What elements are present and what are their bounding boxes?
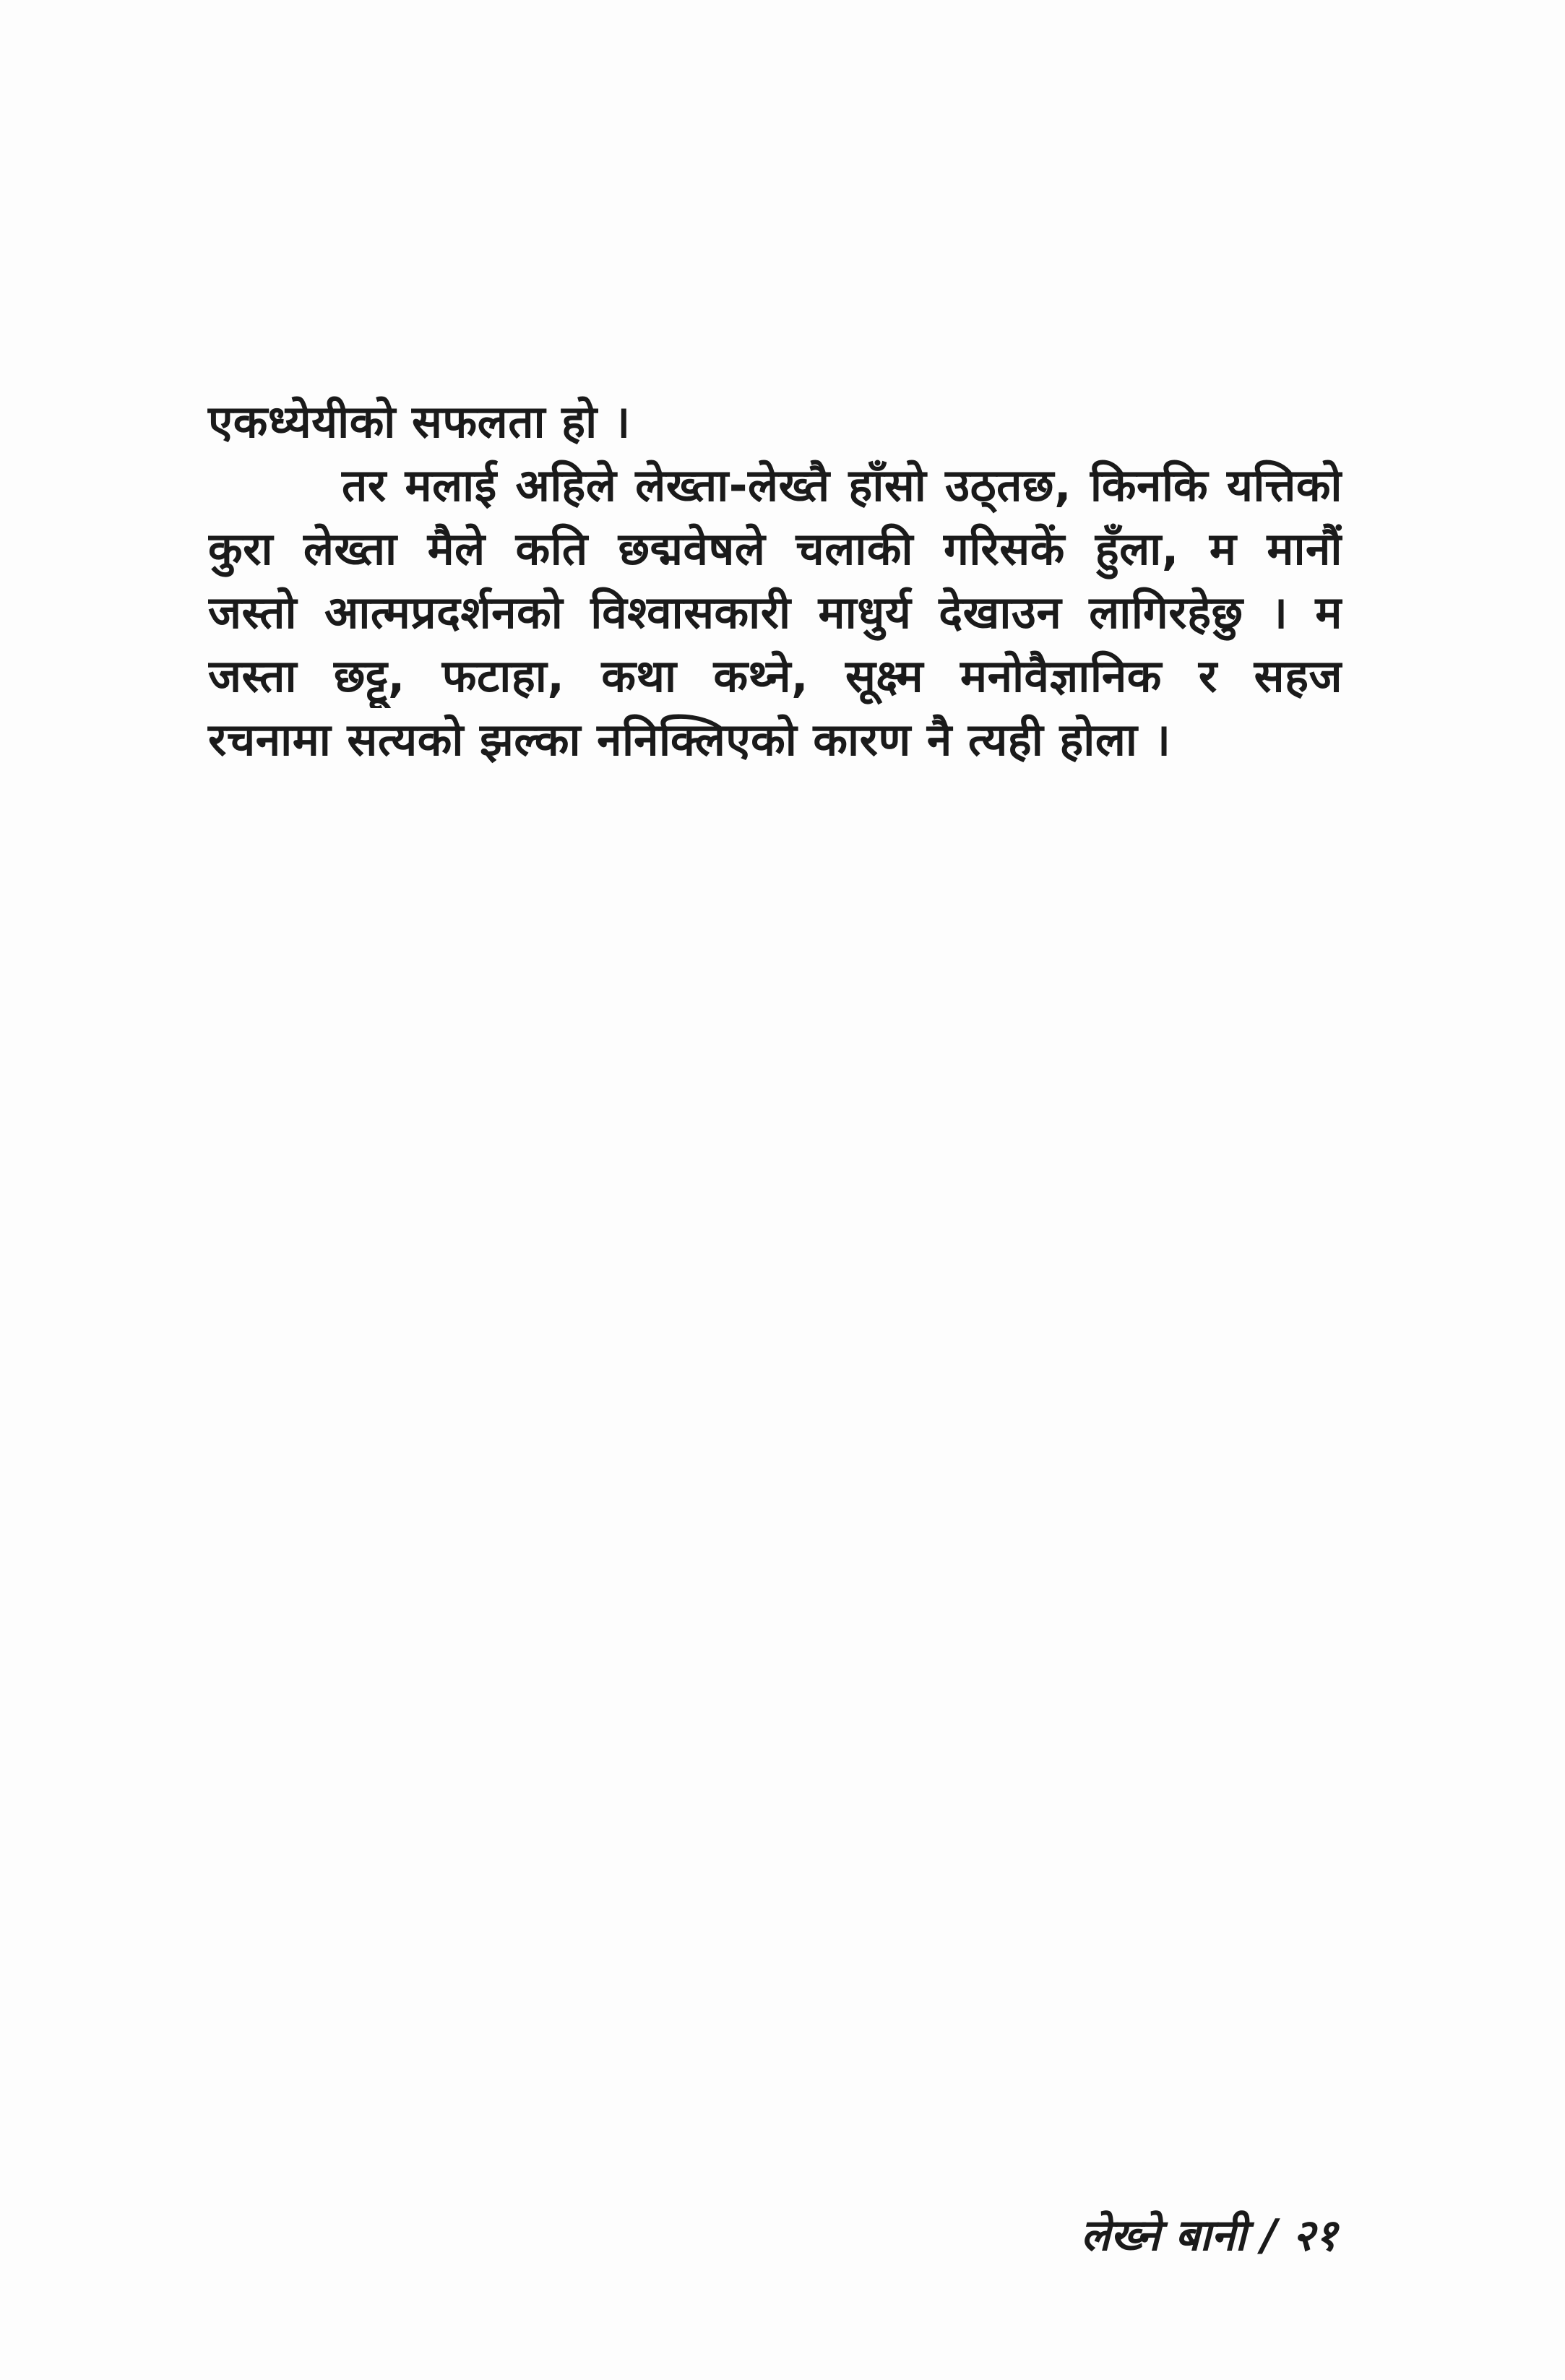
text-line-3: कुरा लेख्ता मैले कति छद्मवेषले चलाकी गरिसकें हुँला, म मानौं	[208, 522, 1342, 575]
body-text	[208, 390, 1342, 772]
text-line-6: रचनामा सत्यको झल्का ननिक्लिएको कारण नै त्यही होला ।	[208, 713, 1171, 766]
text-line-2: तर मलाई अहिले लेख्ता-लेख्तै हाँसो उठ्तछ, किनकि यत्तिको	[342, 459, 1342, 512]
text-line-1: एकध्येयीको सफलता हो ।	[208, 395, 631, 448]
text-line-4: जस्तो आत्मप्रदर्शनको विश्वासकारी माधुर्य देखाउन लागिरहेछु । म	[208, 586, 1342, 639]
page-footer-running-title: लेख्ने बानी / २१	[1080, 2210, 1337, 2261]
text-line-5: जस्ता छट्टू, फटाहा, कथा कथ्ने, सूक्ष्म मनोवैज्ञानिक र सहज	[208, 650, 1342, 702]
